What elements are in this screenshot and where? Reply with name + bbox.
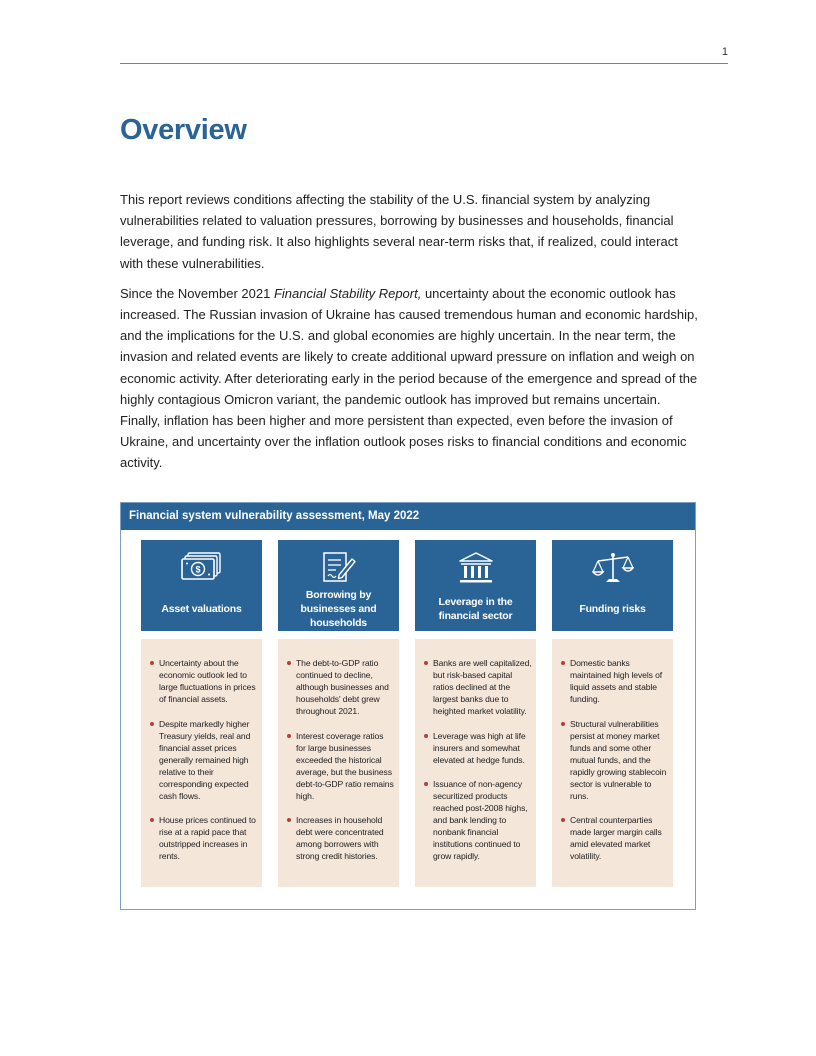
column-heading: Leverage in the financial sector — [438, 596, 513, 622]
column-header — [415, 540, 536, 631]
document-pen-icon — [278, 551, 399, 585]
header-rule — [120, 63, 728, 64]
column-heading: Borrowing by businesses and households — [300, 589, 377, 629]
bullet-item: Uncertainty about the economic outlook led to large fluctuations in prices of financial assets. — [159, 657, 258, 705]
bullet-item: Structural vulnerabilities persist at money market funds and some other mutual funds, and the rapidly growing stablecoin sector is vulnerable to runs. — [570, 718, 669, 802]
bullet-item: House prices continued to rise at a rapid pace that outstripped increases in rents. — [159, 814, 258, 862]
paragraph-1: This report reviews conditions affecting the stability of the U.S. financial system by analyzing vulnerabilities related to valuation pressures, borrowing by businesses and households, financial leverage, and funding risk. It also highlights several near-term risks that, if realized, could interact with these vulnerabilities. — [120, 192, 678, 271]
paragraph-2-lead: Since the November 2021 — [120, 285, 274, 301]
paragraph-2 — [120, 283, 700, 474]
vulnerability-assessment-panel — [120, 502, 696, 910]
page-title: Overview — [120, 114, 247, 146]
column-body — [278, 639, 399, 887]
report-title-italic: Financial Stability Report, — [273, 285, 422, 301]
bullet-item: Issuance of non-agency securitized products reached post-2008 highs, and bank lending to nonbank financial institutions continued to grow rapidly. — [433, 778, 532, 862]
money-icon — [141, 551, 262, 585]
bullet-item: Leverage was high at life insurers and somewhat elevated at hedge funds. — [433, 730, 532, 766]
paragraph-2-rest: uncertainty about the economic outlook has increased. The Russian invasion of Ukraine has caused tremendous human and economic hardship, and the implications for the U.S. and global economies are highly uncertain. In the near term, the invasion and related events are likely to create additional upward pressure on inflation and weigh on economic activity. After deteriorating early in the period because of the emergence and spread of the highly contagious Omicron variant, the pandemic outlook has improved but remains uncertain. Finally, inflation has been higher and more persistent than expected, even before the invasion of Ukraine, and uncertainty over the inflation outlook poses risks to financial conditions and economic activity. — [120, 285, 698, 471]
column-header — [278, 540, 399, 631]
column-heading: Asset valuations — [161, 603, 242, 615]
column-header — [141, 540, 262, 631]
column-body — [415, 639, 536, 887]
bullet-item: Interest coverage ratios for large businesses exceeded the historical average, but the business debt-to-GDP ratio remains high. — [296, 730, 394, 801]
column-body — [552, 639, 673, 887]
bullet-item: Despite markedly higher Treasury yields, real and financial asset prices generally remained high relative to their corresponding expected cash flows. — [159, 718, 258, 802]
bullet-item: The debt-to-GDP ratio continued to decline, although businesses and households' debt grew throughout 2021. — [296, 657, 395, 717]
scales-icon — [552, 551, 673, 585]
page-number: 1 — [721, 46, 728, 58]
bullet-item: Domestic banks maintained high levels of liquid assets and stable funding. — [570, 657, 669, 705]
column-body — [141, 639, 262, 887]
bullet-item: Central counterparties made larger margin calls amid elevated market volatility. — [570, 814, 669, 862]
body-text — [120, 189, 700, 483]
svg-text:$: $ — [194, 564, 201, 575]
column-heading: Funding risks — [579, 603, 646, 615]
panel-title: Financial system vulnerability assessment, May 2022 — [121, 503, 695, 530]
column-header — [552, 540, 673, 631]
bank-building-icon — [415, 551, 536, 585]
bullet-item: Banks are well capitalized, but risk-based capital ratios declined at the largest banks due to heighted market volatility. — [433, 658, 532, 716]
bullet-item: Increases in household debt were concentrated among borrowers with strong credit histories. — [296, 814, 395, 862]
